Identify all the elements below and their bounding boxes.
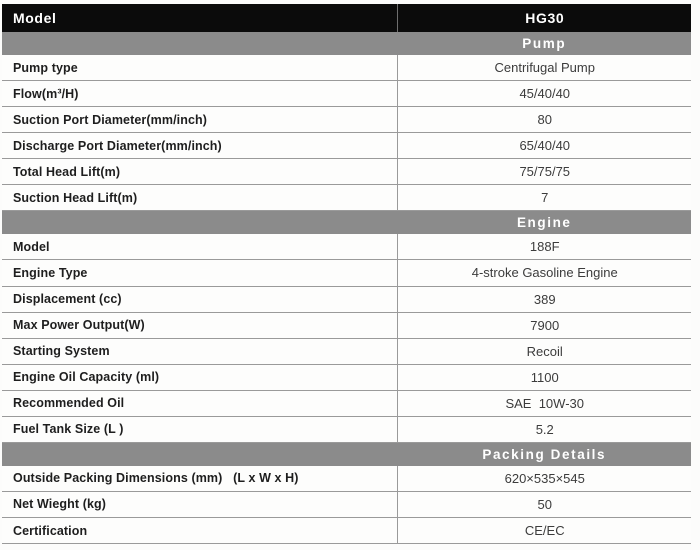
spec-value: 7 (397, 185, 691, 210)
spec-row-max-power-output-w (2, 313, 691, 339)
spec-value: 4-stroke Gasoline Engine (397, 260, 691, 285)
spec-value: CE/EC (397, 518, 691, 543)
spec-label: Starting System (13, 344, 110, 359)
spec-value: Recoil (397, 339, 691, 364)
spec-row-model (2, 234, 691, 260)
spec-label: Fuel Tank Size (L ) (13, 422, 124, 437)
section-header-packing-details (2, 443, 691, 466)
spec-label: Recommended Oil (13, 396, 125, 411)
spec-value: 65/40/40 (397, 133, 691, 158)
spec-row-engine-oil-capacity-ml (2, 365, 691, 391)
header-model-value: HG30 (397, 4, 691, 32)
spec-value: 80 (397, 107, 691, 132)
spec-row-suction-head-lift-m (2, 185, 691, 211)
section-title: Engine (516, 215, 572, 231)
spec-label: Discharge Port Diameter(mm/inch) (13, 138, 222, 153)
spec-label: Displacement (cc) (13, 292, 122, 307)
table-header-row (2, 4, 691, 32)
spec-value: 389 (397, 287, 691, 312)
spec-value: 1100 (397, 365, 691, 390)
spec-label: Outside Packing Dimensions (mm) (L x W x H) (13, 471, 299, 486)
spec-label: Suction Port Diameter(mm/inch) (13, 112, 207, 127)
spec-row-outside-packing-dimensions-mm-l-x-w-x-h (2, 466, 691, 492)
spec-row-flow-m-h (2, 81, 691, 107)
spec-row-displacement-cc (2, 287, 691, 313)
section-header-engine (2, 211, 691, 234)
spec-value: 7900 (397, 313, 691, 338)
section-title: Pump (522, 36, 567, 51)
spec-row-engine-type (2, 260, 691, 286)
section-title: Packing Details (482, 446, 607, 462)
spec-label: Net Wieght (kg) (13, 497, 107, 512)
section-header-pump (2, 32, 691, 55)
spec-label: Pump type (13, 60, 78, 75)
spec-value: 50 (397, 492, 691, 517)
section-bar-spacer (2, 211, 397, 234)
spec-row-recommended-oil (2, 391, 691, 417)
spec-value: 188F (397, 234, 691, 259)
spec-value: Centrifugal Pump (397, 55, 691, 80)
section-bar-spacer (2, 32, 397, 55)
spec-value: 45/40/40 (397, 81, 691, 106)
spec-row-pump-type (2, 55, 691, 81)
spec-label: Max Power Output(W) (13, 318, 145, 333)
spec-label: Engine Type (13, 265, 88, 280)
header-model-label: Model (13, 10, 57, 26)
spec-row-certification (2, 518, 691, 544)
spec-value: 75/75/75 (397, 159, 691, 184)
spec-table (2, 4, 691, 544)
spec-label: Engine Oil Capacity (ml) (13, 370, 160, 385)
spec-row-fuel-tank-size-l (2, 417, 691, 443)
section-bar-spacer (2, 443, 397, 466)
spec-label: Model (13, 239, 50, 254)
spec-value: SAE 10W-30 (397, 391, 691, 416)
spec-row-net-wieght-kg (2, 492, 691, 518)
spec-label: Total Head Lift(m) (13, 164, 121, 179)
spec-row-total-head-lift-m (2, 159, 691, 185)
spec-label: Certification (13, 523, 88, 538)
spec-row-suction-port-diameter-mm-inch (2, 107, 691, 133)
spec-value: 5.2 (397, 417, 691, 442)
spec-label: Suction Head Lift(m) (13, 190, 138, 205)
spec-value: 620×535×545 (397, 466, 691, 491)
spec-row-discharge-port-diameter-mm-inch (2, 133, 691, 159)
spec-label: Flow(m³/H) (13, 86, 79, 101)
spec-row-starting-system (2, 339, 691, 365)
